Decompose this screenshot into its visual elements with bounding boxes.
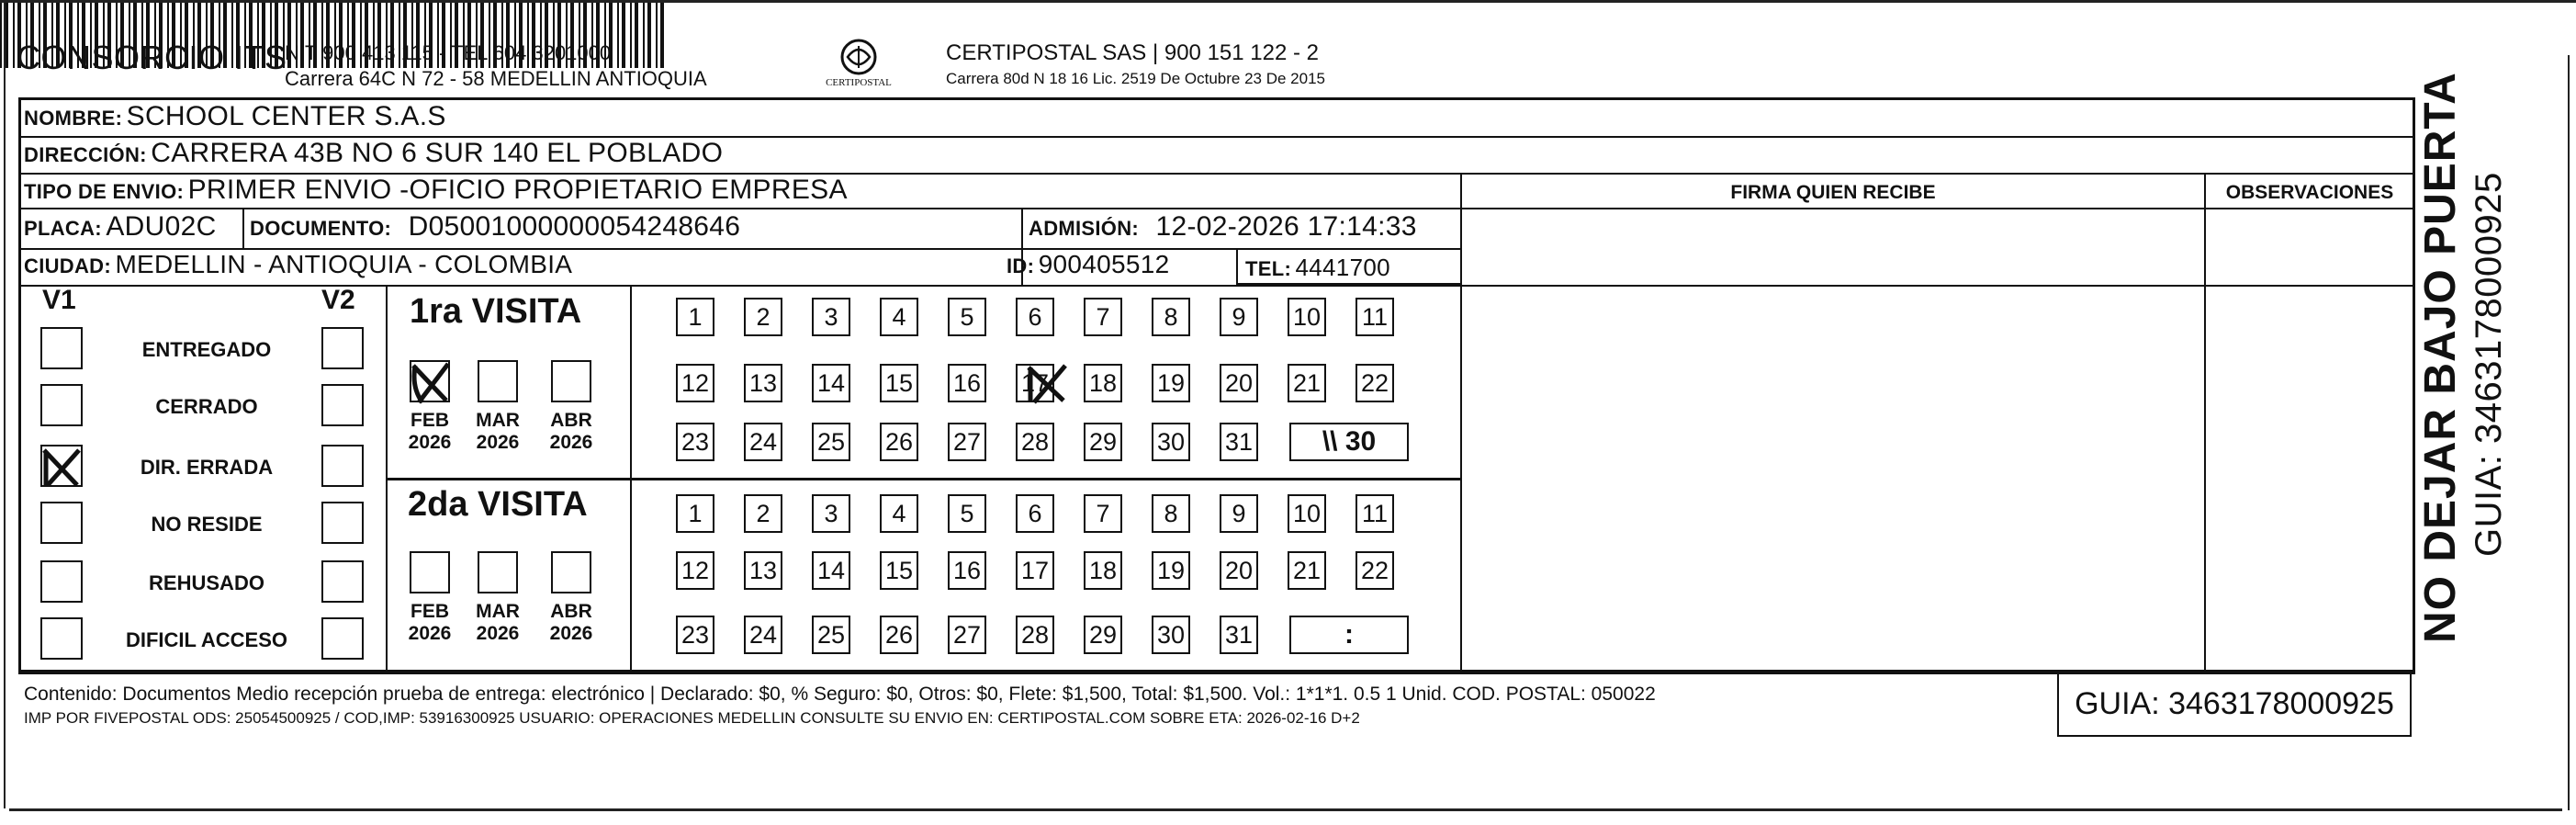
tel-row xyxy=(1245,254,1390,282)
v1-header: V1 xyxy=(42,285,76,315)
barcode-bar xyxy=(660,0,664,68)
month-checkbox[interactable] xyxy=(478,551,518,593)
day-box[interactable]: 22 xyxy=(1355,551,1394,590)
day-box[interactable]: 25 xyxy=(812,423,850,461)
month-label xyxy=(544,601,599,645)
company-nit: NIT 900 413 115 - TEL 604 3201000 xyxy=(285,41,612,64)
day-box[interactable]: 8 xyxy=(1152,494,1190,533)
handwritten-check-feb xyxy=(410,360,456,408)
month-label xyxy=(544,410,599,454)
month-name: MAR xyxy=(476,601,520,622)
day-box[interactable]: 16 xyxy=(948,364,986,402)
v2-checkbox[interactable] xyxy=(321,617,364,660)
v2-checkbox[interactable] xyxy=(321,502,364,544)
day-box[interactable]: 14 xyxy=(812,364,850,402)
ciudad-value: MEDELLIN - ANTIOQUIA - COLOMBIA xyxy=(115,250,573,278)
day-box[interactable]: 26 xyxy=(880,423,918,461)
day-box[interactable]: 10 xyxy=(1288,298,1326,336)
day-box[interactable]: 7 xyxy=(1084,298,1122,336)
row-divider xyxy=(20,285,2415,287)
side-warning: NO DEJAR BAJO PUERTA xyxy=(2416,72,2465,643)
day-box[interactable]: 12 xyxy=(676,364,714,402)
day-box[interactable]: 20 xyxy=(1220,551,1258,590)
id-value: 900405512 xyxy=(1038,250,1170,278)
day-box[interactable]: 24 xyxy=(744,423,782,461)
day-box[interactable]: 15 xyxy=(880,364,918,402)
month-year: 2026 xyxy=(476,432,520,453)
v1-checkbox[interactable] xyxy=(40,617,83,660)
day-box[interactable]: 19 xyxy=(1152,551,1190,590)
tel-divider xyxy=(1236,248,1238,285)
tipo-label: TIPO DE ENVIO: xyxy=(24,180,185,203)
month-checkbox[interactable] xyxy=(478,360,518,402)
day-box[interactable]: 2 xyxy=(744,298,782,336)
barcode-bar xyxy=(643,0,645,68)
day-box[interactable]: 13 xyxy=(744,551,782,590)
tipo-value: PRIMER ENVIO -OFICIO PROPIETARIO EMPRESA xyxy=(187,175,848,205)
handwritten-check-day-17 xyxy=(1023,360,1073,408)
day-box[interactable]: 6 xyxy=(1016,298,1054,336)
company-address: Carrera 64C N 72 - 58 MEDELLIN ANTIOQUIA xyxy=(285,67,707,90)
footer-content-line: Contenido: Documentos Medio recepción prueba de entrega: electrónico | Declarado: $0, % Seguro: $0, Otros: $0, Flete: $1,500, Total: $1,500. Vol.: 1*1*1. 0.5 1 Unid. COD. POSTAL: 050022 xyxy=(24,684,1656,705)
admision-label: ADMISIÓN: xyxy=(1029,217,1140,240)
month-label xyxy=(402,601,457,645)
barcode-bar xyxy=(656,0,658,68)
day-box[interactable]: 26 xyxy=(880,616,918,654)
tel-bottom-line xyxy=(1236,283,1460,285)
firma-left-border xyxy=(1460,173,1462,672)
v2-checkbox[interactable] xyxy=(321,560,364,603)
visit-divider xyxy=(386,478,1460,480)
handwritten-check-dir-errada xyxy=(39,445,86,492)
v2-checkbox[interactable] xyxy=(321,384,364,426)
observaciones-left-border xyxy=(2204,173,2206,672)
certipostal-address: Carrera 80d N 18 16 Lic. 2519 De Octubre 23 De 2015 xyxy=(946,70,1325,87)
barcode-bar xyxy=(617,0,619,68)
month-year: 2026 xyxy=(408,623,452,644)
day-box[interactable]: 14 xyxy=(812,551,850,590)
day-box[interactable]: 10 xyxy=(1288,494,1326,533)
day-box[interactable]: 4 xyxy=(880,494,918,533)
day-box[interactable]: 2 xyxy=(744,494,782,533)
day-box[interactable]: 25 xyxy=(812,616,850,654)
day-box[interactable]: 21 xyxy=(1288,551,1326,590)
v1-checkbox[interactable] xyxy=(40,384,83,426)
v1-checkbox[interactable] xyxy=(40,502,83,544)
scan-bottom-edge xyxy=(9,808,2562,811)
scan-right-edge xyxy=(2568,55,2570,810)
footer-top-line xyxy=(18,672,2415,674)
day-box[interactable]: 19 xyxy=(1152,364,1190,402)
tel-label: TEL: xyxy=(1245,257,1292,280)
day-box[interactable]: 9 xyxy=(1220,494,1258,533)
placa-divider xyxy=(242,208,244,248)
status-label: REHUSADO xyxy=(149,571,264,594)
certipostal-logo xyxy=(817,37,900,96)
placa-label: PLACA: xyxy=(24,217,102,240)
barcode-bar xyxy=(647,0,651,68)
status-label: ENTREGADO xyxy=(141,338,272,361)
scan-left-edge xyxy=(4,0,6,808)
documento-value: D050010000000542486​46 xyxy=(408,211,741,242)
day-box[interactable]: 9 xyxy=(1220,298,1258,336)
firma-header: FIRMA QUIEN RECIBE xyxy=(1730,182,1936,203)
month-year: 2026 xyxy=(476,623,520,644)
month-name: ABR xyxy=(550,410,592,431)
day-box[interactable]: 21 xyxy=(1288,364,1326,402)
direccion-value: CARRERA 43B NO 6 SUR 140 EL POBLADO xyxy=(151,138,724,168)
time-box[interactable]: : xyxy=(1289,616,1409,654)
month-year: 2026 xyxy=(408,432,452,453)
day-box[interactable]: 6 xyxy=(1016,494,1054,533)
day-box[interactable]: 4 xyxy=(880,298,918,336)
logo-text: CERTIPOSTAL xyxy=(826,77,892,88)
day-box[interactable]: 30 xyxy=(1152,616,1190,654)
v1-checkbox[interactable] xyxy=(40,327,83,369)
barcode-bar xyxy=(630,0,632,68)
tipo-row xyxy=(24,175,848,206)
v2-header: V2 xyxy=(321,285,355,315)
v1-checkbox[interactable] xyxy=(40,560,83,603)
id-row xyxy=(1007,250,1170,279)
month-year: 2026 xyxy=(549,623,593,644)
day-box[interactable]: 27 xyxy=(948,616,986,654)
status-label: DIR. ERRADA xyxy=(140,456,274,479)
day-box[interactable]: 1 xyxy=(676,298,714,336)
status-label: CERRADO xyxy=(155,395,258,418)
month-name: FEB xyxy=(411,410,449,431)
day-box[interactable]: 17 xyxy=(1016,551,1054,590)
day-box[interactable]: 7 xyxy=(1084,494,1122,533)
day-box[interactable]: 3 xyxy=(812,494,850,533)
day-box[interactable]: 17 xyxy=(1016,364,1054,402)
admision-row xyxy=(1029,211,1417,243)
ciudad-row xyxy=(24,250,572,279)
day-box[interactable]: 13 xyxy=(744,364,782,402)
day-box[interactable]: 8 xyxy=(1152,298,1190,336)
day-box[interactable]: 15 xyxy=(880,551,918,590)
observaciones-header: OBSERVACIONES xyxy=(2225,182,2394,203)
day-box[interactable]: 1 xyxy=(676,494,714,533)
day-box[interactable]: 31 xyxy=(1220,423,1258,461)
day-box[interactable]: 22 xyxy=(1355,364,1394,402)
day-box[interactable]: 28 xyxy=(1016,616,1054,654)
direccion-label: DIRECCIÓN: xyxy=(24,143,147,166)
month-label xyxy=(402,410,457,454)
second-visit-title: 2da VISITA xyxy=(408,485,588,524)
month-checkbox[interactable] xyxy=(551,551,591,593)
nombre-label: NOMBRE: xyxy=(24,107,123,130)
day-box[interactable]: 18 xyxy=(1084,551,1122,590)
documento-row xyxy=(250,211,740,243)
day-box[interactable]: 16 xyxy=(948,551,986,590)
day-box[interactable]: 18 xyxy=(1084,364,1122,402)
nombre-row xyxy=(24,101,446,132)
column-header-divider xyxy=(1460,208,2415,209)
day-box[interactable]: 3 xyxy=(812,298,850,336)
side-guia: GUIA: 3463178000925 xyxy=(2469,172,2509,557)
status-label: DIFICIL ACCESO xyxy=(125,628,287,651)
month-checkbox[interactable] xyxy=(551,360,591,402)
barcode-bar xyxy=(0,0,2,68)
time-box[interactable]: \\ 30 xyxy=(1289,423,1409,461)
id-label: ID: xyxy=(1007,254,1035,277)
barcode-bar xyxy=(13,0,15,68)
placa-value: ADU02C xyxy=(106,211,217,242)
day-box[interactable]: 11 xyxy=(1355,494,1394,533)
day-box[interactable]: 23 xyxy=(676,423,714,461)
v2-checkbox[interactable] xyxy=(321,327,364,369)
month-name: ABR xyxy=(550,601,592,622)
documento-label: DOCUMENTO: xyxy=(250,217,392,240)
placa-row xyxy=(24,211,217,243)
day-box[interactable]: 31 xyxy=(1220,616,1258,654)
tel-value: 4441700 xyxy=(1295,254,1390,281)
day-box[interactable]: 23 xyxy=(676,616,714,654)
day-box[interactable]: 12 xyxy=(676,551,714,590)
v2-checkbox[interactable] xyxy=(321,445,364,487)
day-box[interactable]: 11 xyxy=(1355,298,1394,336)
admision-value: 12-02-2026 17:14:33 xyxy=(1155,211,1417,242)
barcode-bar xyxy=(622,0,625,68)
day-box[interactable]: 20 xyxy=(1220,364,1258,402)
guia-number-box: GUIA: 3463178000925 xyxy=(2057,672,2412,737)
ciudad-label: CIUDAD: xyxy=(24,254,111,277)
day-box[interactable]: 30 xyxy=(1152,423,1190,461)
day-box[interactable]: 29 xyxy=(1084,616,1122,654)
nombre-value: SCHOOL CENTER S.A.S xyxy=(126,101,446,131)
month-label xyxy=(470,601,525,645)
month-checkbox[interactable] xyxy=(410,551,450,593)
month-label xyxy=(470,410,525,454)
footer-imp-line: IMP POR FIVEPOSTAL ODS: 25054500925 / COD,IMP: 53916300925 USUARIO: OPERACIONES MEDELLIN CONSULTE SU ENVIO EN: CERTIPOSTAL.COM SOBRE ETA: 2026-02-16 D+2 xyxy=(24,709,1360,727)
status-label: NO RESIDE xyxy=(151,513,263,536)
month-year: 2026 xyxy=(549,432,593,453)
day-box[interactable]: 5 xyxy=(948,494,986,533)
scan-top-edge xyxy=(0,0,2576,3)
direccion-row xyxy=(24,138,723,169)
certipostal-line: CERTIPOSTAL SAS | 900 151 122 - 2 xyxy=(946,40,1319,65)
month-name: MAR xyxy=(476,410,520,431)
month-name: FEB xyxy=(411,601,449,622)
day-box[interactable]: 24 xyxy=(744,616,782,654)
barcode-bar xyxy=(635,0,638,68)
company-name: CONSORCIO ITS xyxy=(17,39,287,76)
day-box[interactable]: 27 xyxy=(948,423,986,461)
first-visit-title: 1ra VISITA xyxy=(410,292,582,331)
day-box[interactable]: 5 xyxy=(948,298,986,336)
day-box[interactable]: 29 xyxy=(1084,423,1122,461)
day-box[interactable]: 28 xyxy=(1016,423,1054,461)
